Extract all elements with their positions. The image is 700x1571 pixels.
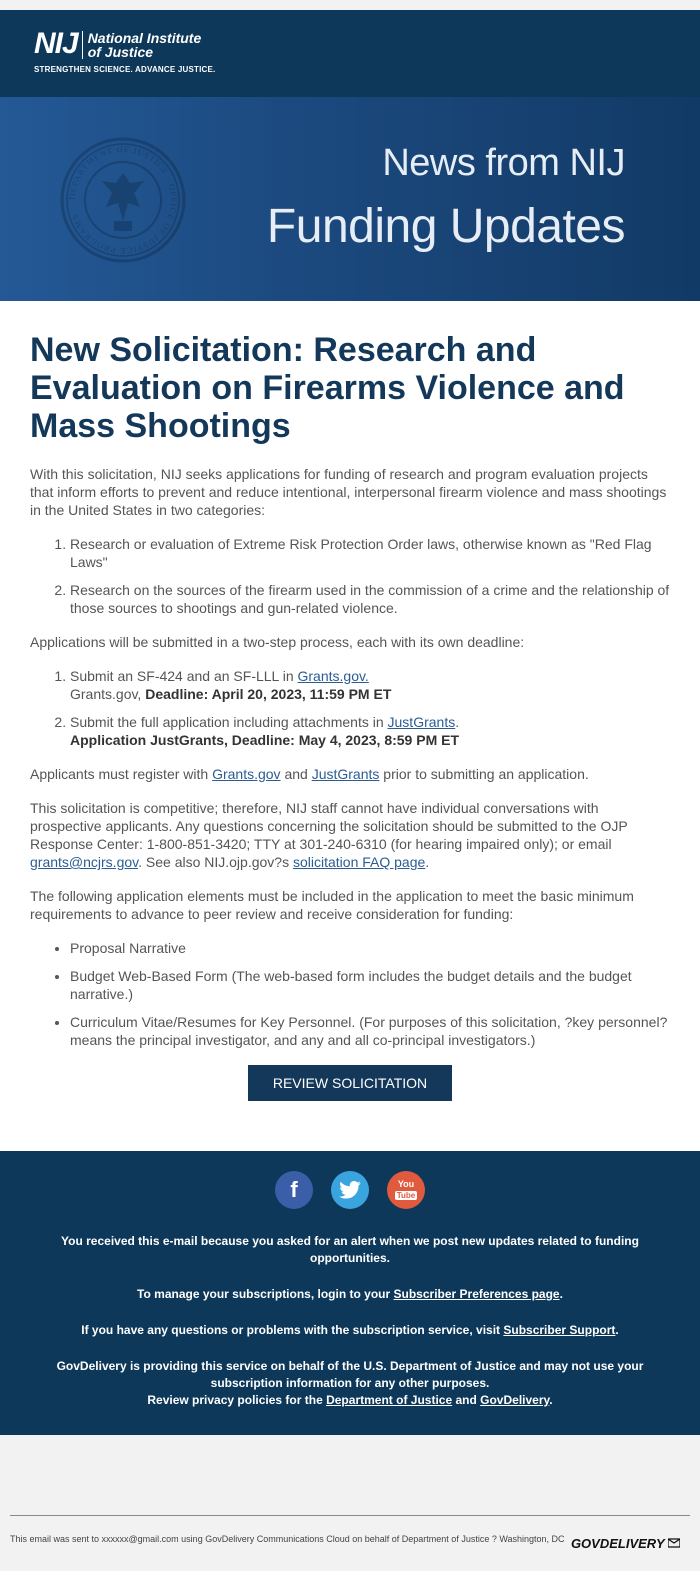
step1-deadline-label: Deadline <box>145 686 204 702</box>
logo-nij: NIJ <box>34 27 78 60</box>
element-item: • Budget Web-Based Form (The web-based form includes the budget details and the budget narrative.) <box>70 967 670 1003</box>
top-strip <box>0 0 700 10</box>
banner-line2: Funding Updates <box>266 200 625 253</box>
competitive-text: This solicitation is competitive; therefore, NIJ staff cannot have individual conversations with prospective applicants. Any questions concerning the solicitation should be submitted to the OJP Response Center: 1-800-851-3420; TTY at 301-240-6310 (for hearing impaired only); or email <box>30 800 628 852</box>
logo-institute-line2: of Justice <box>87 44 154 60</box>
register-pre: Applicants must register with <box>30 766 213 782</box>
steps-intro: Applications will be submitted in a two-step process, each with its own deadline: <box>30 634 525 650</box>
govdelivery-brand: GOVDELIVERY <box>570 1536 665 1551</box>
hero-banner <box>0 97 700 301</box>
article-title: New Solicitation: Research and Evaluation on Firearms Violence and Mass Shootings <box>30 331 625 445</box>
twitter-icon[interactable] <box>331 1171 369 1209</box>
step1-sub-prefix: Grants.gov, <box>70 686 146 702</box>
step2-period: . <box>455 714 460 730</box>
step2-deadline: Application JustGrants, Deadline: May 4, 2023, 8:59 PM ET <box>70 732 460 748</box>
logo-divider <box>82 31 83 59</box>
justgrants-link[interactable]: JustGrants <box>387 714 456 730</box>
grants-gov-link[interactable]: Grants.gov. <box>297 668 369 684</box>
faq-link[interactable]: solicitation FAQ page <box>292 854 426 870</box>
footer-line5-mid: and <box>452 1393 481 1407</box>
steps-list <box>30 667 670 749</box>
footer-line5-pre: Review privacy policies for the <box>147 1393 327 1407</box>
footer-line5-post: . <box>549 1393 553 1407</box>
nij-logo[interactable] <box>34 29 215 74</box>
seal-text: DEPARTMENT OF JUSTICE · OFFICE OF JUSTICE PROGRAMS <box>66 143 180 257</box>
elements-intro: The following application elements must be included in the application to meet the basic minimum requirements to advance to peer review and receive consideration for funding: <box>30 888 634 922</box>
categories-list <box>30 535 670 617</box>
footer-line3-pre: If you have any questions or problems with the subscription service, visit <box>81 1323 504 1337</box>
sent-to-text: This email was sent to xxxxxx@gmail.com using GovDelivery Communications Cloud on behalf of Department of Justice ? Washington, DC <box>10 1534 565 1544</box>
step-item-2 <box>70 713 670 749</box>
logo-tagline: STRENGTHEN SCIENCE. ADVANCE JUSTICE. <box>34 65 216 74</box>
banner-line1: News from NIJ <box>382 142 625 184</box>
review-solicitation-button[interactable]: REVIEW SOLICITATION <box>248 1065 452 1101</box>
youtube-icon[interactable] <box>387 1171 425 1209</box>
footer-line3 <box>40 1322 660 1339</box>
category-item: 2. Research on the sources of the firearm used in the commission of a crime and the relationship of those sources to shootings and gun-related violence. <box>70 581 670 617</box>
subscriber-preferences-link[interactable]: Subscriber Preferences page <box>393 1287 560 1301</box>
facebook-glyph: f <box>290 1177 298 1202</box>
element-item: • Proposal Narrative <box>70 939 670 957</box>
step1-text: Submit an SF-424 and an SF-LLL in <box>70 668 298 684</box>
footer-line1: You received this e-mail because you asked for an alert when we post new updates related to funding opportunities. <box>61 1234 639 1265</box>
twitter-bird-icon <box>339 1181 361 1199</box>
footer-line4-text: GovDelivery is providing this service on behalf of the U.S. Department of Justice and may not use your subscription information for any other purposes. <box>56 1359 644 1390</box>
competitive-paragraph <box>30 799 670 871</box>
footer <box>0 1151 700 1435</box>
intro-paragraph: With this solicitation, NIJ seeks applications for funding of research and program evaluation projects that inform efforts to prevent and reduce intentional, interpersonal firearm violence and mass shootings in the United States in two categories: <box>30 466 667 518</box>
govdelivery-privacy-link[interactable]: GovDelivery <box>480 1393 550 1407</box>
youtube-logo <box>395 1180 418 1200</box>
register-post: prior to submitting an application. <box>379 766 589 782</box>
step1-deadline: : April 20, 2023, 11:59 PM ET <box>203 686 392 702</box>
envelope-icon <box>668 1538 680 1548</box>
footer-line3-post: . <box>615 1323 619 1337</box>
elements-list <box>30 939 670 1049</box>
youtube-tube: Tube <box>396 1191 416 1200</box>
competitive-end: . <box>425 854 430 870</box>
doj-privacy-link[interactable]: Department of Justice <box>326 1393 453 1407</box>
footer-line2 <box>40 1286 660 1303</box>
facebook-icon[interactable] <box>275 1171 313 1209</box>
footer-line4 <box>40 1358 660 1409</box>
email-link[interactable]: grants@ncjrs.gov <box>30 854 139 870</box>
subscriber-support-link[interactable]: Subscriber Support <box>503 1323 616 1337</box>
register-grants-gov-link[interactable]: Grants.gov <box>212 766 281 782</box>
youtube-you: You <box>397 1179 415 1189</box>
button-wrap <box>30 1065 670 1101</box>
step2-text: Submit the full application including attachments in <box>70 714 388 730</box>
govdelivery-logo[interactable] <box>571 1536 680 1551</box>
step-item-1 <box>70 667 670 703</box>
register-mid: and <box>280 766 312 782</box>
register-paragraph <box>30 765 670 783</box>
doj-seal-icon <box>60 137 186 263</box>
logo-institute <box>88 31 202 59</box>
logo-institute-line1: National Institute <box>87 30 202 46</box>
footer-line2-post: . <box>559 1287 563 1301</box>
element-item: • Curriculum Vitae/Resumes for Key Personnel. (For purposes of this solicitation, ?key personnel? means the principal investigator, and any and all co-principal investigators.) <box>70 1013 670 1049</box>
article-content <box>0 301 700 1151</box>
category-item: 1. Research or evaluation of Extreme Risk Protection Order laws, otherwise known as "Red Flag Laws" <box>70 535 670 571</box>
footer-line2-pre: To manage your subscriptions, login to your <box>137 1287 394 1301</box>
competitive-mid: . See also NIJ.ojp.gov?s <box>138 854 293 870</box>
social-links <box>0 1171 700 1209</box>
bottom-disclaimer <box>10 1515 690 1551</box>
header-logo-bar <box>0 10 700 97</box>
register-justgrants-link[interactable]: JustGrants <box>311 766 380 782</box>
